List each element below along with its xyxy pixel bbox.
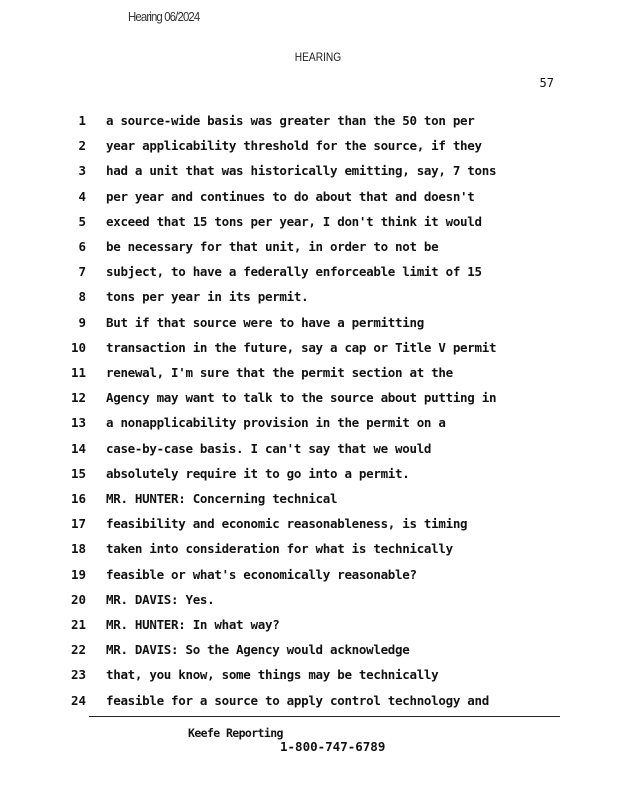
line-number: 2 [78,138,86,154]
line-number: 14 [70,440,86,456]
transcript-line [0,693,618,718]
line-text: per year and continues to do about that and doesn't [106,188,475,204]
line-text: case-by-case basis. I can't say that we would [106,440,432,456]
line-text: exceed that 15 tons per year, I don't think it would [106,213,482,229]
line-text: had a unit that was historically emitting, say, 7 tons [106,163,497,179]
transcript-line [0,541,618,566]
line-number: 18 [70,541,86,557]
line-number: 7 [78,264,86,280]
line-text: a source-wide basis was greater than the 50 ton per [106,113,475,128]
transcript-line [0,441,618,466]
line-text: feasible or what's economically reasonable? [106,566,417,582]
transcript-line [0,415,618,440]
transcript-line [0,113,618,138]
line-number: 5 [78,213,86,229]
transcript-line [0,592,618,617]
header-date: Hearing 06/2024 [128,9,200,24]
line-text: a nonapplicability provision in the permit on a [106,415,446,431]
transcript-line [0,239,618,264]
line-number: 13 [70,415,86,431]
transcript-line [0,567,618,592]
line-text: that, you know, some things may be technically [106,667,439,683]
page-number: 57 [539,76,554,90]
line-number: 16 [70,491,86,506]
transcript-line [0,340,618,365]
transcript-line [0,390,618,415]
line-number: 6 [78,239,86,254]
line-text: tons per year in its permit. [106,289,309,305]
footer-company: Keefe Reporting [188,726,283,740]
transcript-line [0,491,618,516]
transcript-line [0,214,618,239]
line-text: subject, to have a federally enforceable limit of 15 [106,264,482,280]
line-number: 19 [70,566,86,582]
line-text: MR. DAVIS: Yes. [106,591,215,607]
transcript-line [0,264,618,289]
footer-phone: 1-800-747-6789 [280,739,386,754]
line-number: 15 [70,465,86,481]
line-text: be necessary for that unit, in order to not be [106,239,439,254]
line-text: MR. HUNTER: Concerning technical [106,491,338,506]
line-text: taken into consideration for what is technically [106,541,453,557]
transcript-line [0,642,618,667]
footer-divider [89,716,560,717]
line-number: 11 [70,365,86,380]
transcript-line [0,365,618,390]
transcript-line [0,667,618,692]
transcript-line [0,466,618,491]
line-number: 10 [70,339,86,355]
line-text: MR. DAVIS: So the Agency would acknowledge [106,642,410,658]
line-text: absolutely require it to go into a permit. [106,465,410,481]
line-number: 3 [78,163,86,179]
transcript-line [0,617,618,642]
line-text: Agency may want to talk to the source about putting in [106,390,497,406]
line-number: 24 [70,692,86,708]
line-number: 22 [70,642,86,658]
transcript-line [0,163,618,188]
line-number: 17 [70,516,86,532]
line-number: 8 [78,289,86,305]
line-number: 9 [78,314,86,330]
line-text: But if that source were to have a permitting [106,314,424,330]
line-number: 20 [70,591,86,607]
line-number: 23 [70,667,86,683]
transcript-line [0,138,618,163]
line-text: transaction in the future, say a cap or Title V permit [106,339,497,355]
line-text: feasibility and economic reasonableness, is timing [106,516,468,532]
header-title: HEARING [294,50,342,64]
line-text: MR. HUNTER: In what way? [106,617,280,632]
line-text: renewal, I'm sure that the permit section at the [106,365,453,380]
transcript-line [0,289,618,314]
line-number: 21 [70,617,86,632]
transcript-line [0,315,618,340]
transcript-line [0,189,618,214]
line-text: year applicability threshold for the source, if they [106,138,482,154]
line-number: 12 [70,390,86,406]
line-number: 4 [78,188,86,204]
line-text: feasible for a source to apply control technology and [106,692,489,708]
transcript-line [0,516,618,541]
line-number: 1 [78,113,86,128]
